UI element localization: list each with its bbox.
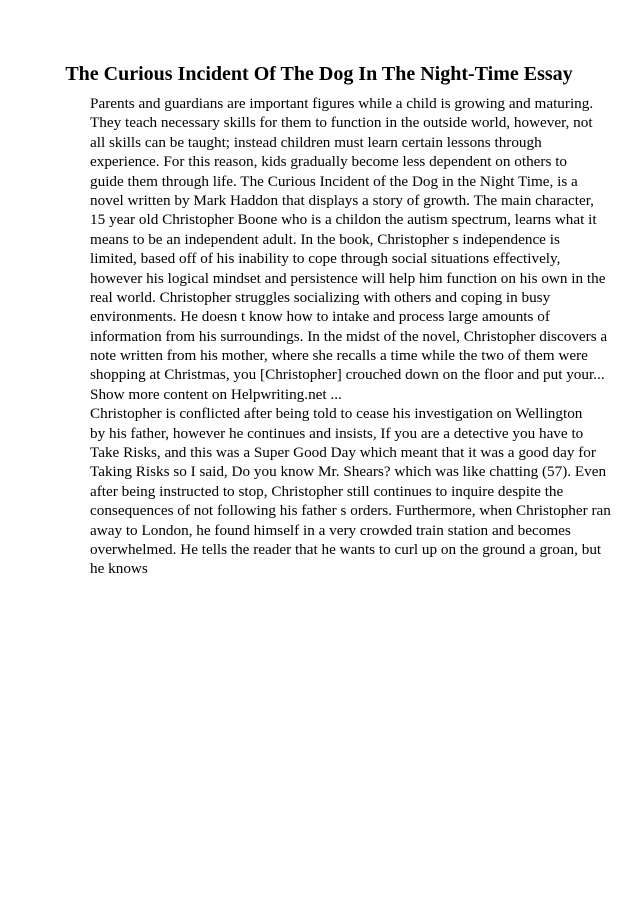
text-line: away to London, he found himself in a very crowded train station and becomes — [90, 521, 571, 539]
text-line: information from his surroundings. In the midst of the novel, Christopher discovers a — [90, 327, 608, 345]
text-line: consequences of not following his father s orders. Furthermore, when Christopher ran — [90, 502, 611, 520]
text-line: shopping at Christmas, you [Christopher] crouched down on the floor and put your... — [90, 366, 605, 384]
text-line: he knows — [90, 560, 148, 578]
text-line: experience. For this reason, kids gradually become less dependent on others to — [90, 153, 568, 171]
page-title: The Curious Incident Of The Dog In The Night-Time Essay — [65, 63, 573, 85]
text-line: guide them through life. The Curious Incident of the Dog in the Night Time, is a — [90, 172, 578, 190]
text-line: all skills can be taught; instead children must learn certain lessons through — [90, 133, 542, 151]
text-line: novel written by Mark Haddon that displays a story of growth. The main character, — [90, 191, 594, 209]
text-line: Taking Risks so I said, Do you know Mr. Shears? which was like chatting (57). Even — [90, 463, 607, 481]
text-line: Show more content on Helpwriting.net ... — [90, 385, 342, 403]
text-line: note written from his mother, where she recalls a time while the two of them were — [90, 347, 588, 365]
text-line: means to be an independent adult. In the book, Christopher s independence is — [90, 230, 560, 248]
text-line: limited, based off of his inability to cope through social situations effectively, — [90, 250, 561, 268]
text-line: They teach necessary skills for them to function in the outside world, however, not — [90, 114, 593, 132]
text-line: by his father, however he continues and insists, If you are a detective you have to — [90, 424, 584, 442]
text-line: Take Risks, and this was a Super Good Day which meant that it was a good day for — [90, 444, 596, 462]
text-line: however his logical mindset and persistence will help him function on his own in the — [90, 269, 606, 287]
text-line: Parents and guardians are important figures while a child is growing and maturing. — [90, 95, 594, 112]
text-line: after being instructed to stop, Christopher still continues to inquire despite the — [90, 482, 564, 500]
text-line: real world. Christopher struggles socializing with others and coping in busy — [90, 288, 551, 306]
text-line: environments. He doesn t know how to intake and process large amounts of — [90, 308, 550, 326]
text-line: 15 year old Christopher Boone who is a childon the autism spectrum, learns what it — [90, 211, 597, 229]
text-line: Christopher is conflicted after being told to cease his investigation on Wellington — [90, 405, 583, 423]
essay-body — [90, 94, 610, 579]
text-line: overwhelmed. He tells the reader that he wants to curl up on the ground a groan, but — [90, 540, 602, 558]
